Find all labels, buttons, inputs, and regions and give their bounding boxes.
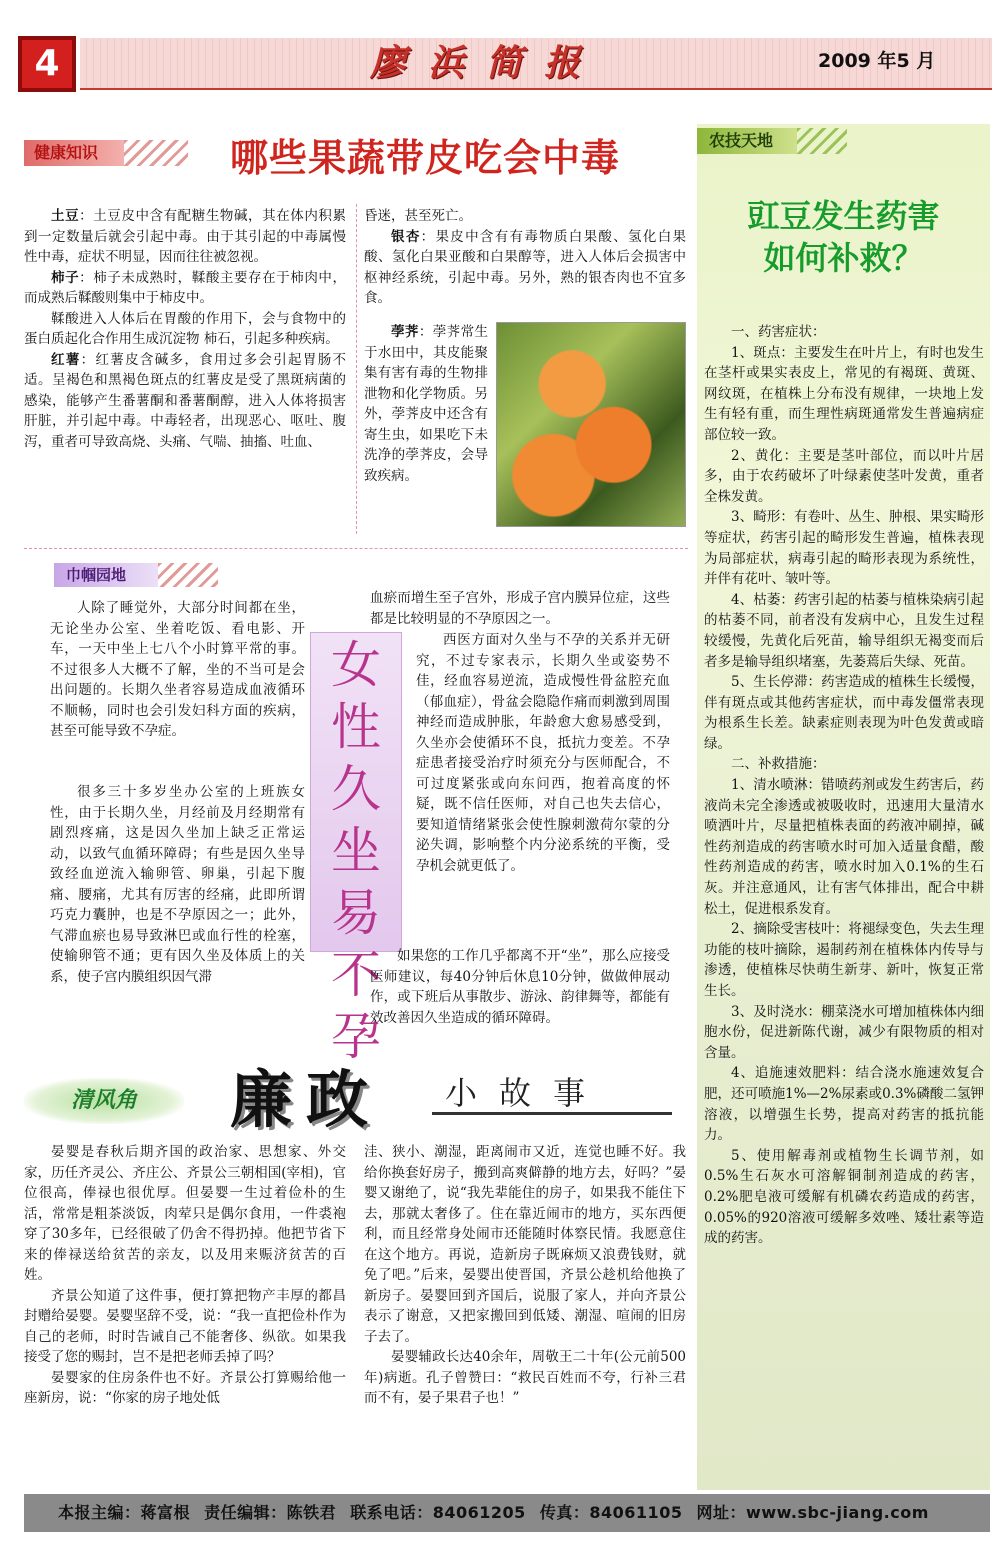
persimmon-text: ：柿子未成熟时，鞣酸主要存在于柿肉中，而成熟后鞣酸则集中于柿皮中。 bbox=[24, 269, 347, 306]
footer-fax: 84061105 bbox=[589, 1503, 683, 1522]
agri-title-line-2: 如何补救？ bbox=[763, 239, 924, 277]
women-p5 bbox=[370, 946, 670, 1028]
footer-responsible: 陈铁君 bbox=[286, 1503, 337, 1522]
agri-paragraph: 2、摘除受害枝叶：将褪绿变色，失去生理功能的枝叶摘除，遏制药剂在植株体内传导与渗透，使植株尽快萌生新芽、新叶，恢复正常生长。 bbox=[704, 921, 984, 999]
agri-paragraph: 1、清水喷淋：错喷药剂或发生药害后，药液尚未完全渗透或被吸收时，迅速用大量清水喷洒叶片，尽量把植株表面的药液冲刷掉，碱性药剂造成的药害喷水时可加入适量食醋，酸性药剂造成的药害，喷水时加入0.1%的生石灰。并注意通风，让有害气体排出，配合中耕松土，促进根系发育。 bbox=[704, 777, 984, 917]
persimmon-label: 柿子 bbox=[51, 269, 80, 286]
agri-title bbox=[697, 195, 990, 279]
clean-paragraph-1: 晏婴是春秋后期齐国的政治家、思想家、外交家，历任齐灵公、齐庄公、齐景公三朝相国(宰相)，官位很高，俸禄也很优厚。但晏婴一生过着俭朴的生活，常常是粗茶淡饭，肉荤只是偶尔食用，一件裘袍穿了30多年，已经很破了仍舍不得扔掉。他把节省下来的俸禄送给贫苦的亲友，以及用来赈济贫苦的百姓。 bbox=[24, 1144, 346, 1283]
subtitle-underline bbox=[432, 1112, 672, 1115]
clean-column-2 bbox=[364, 1142, 686, 1409]
footer-fax-label: 传真： bbox=[539, 1503, 590, 1522]
clean-corner-tag: 清风角 bbox=[24, 1078, 184, 1124]
agri-paragraph: 4、枯萎：药害引起的枯萎与植株染病引起的枯萎不同，前者没有发病中心，且发生过程较缓慢，先黄化后死苗，输导组织无褐变而后者多是输导组织堵塞，先萎蔫后失绿、死苗。 bbox=[704, 591, 984, 670]
agri-paragraph: 4、追施速效肥料：结合浇水施速效复合肥，还可喷施1%—2%尿素或0.3%磷酸二氢钾溶液，以增强生长势，提高对药害的抵抗能力。 bbox=[704, 1065, 984, 1144]
column-divider bbox=[356, 204, 357, 534]
clean-corner-title: 廉政 bbox=[230, 1063, 383, 1136]
masthead-logo: 廖浜简报 bbox=[370, 42, 603, 84]
ginkgo-label: 银杏 bbox=[391, 228, 421, 245]
footer-responsible-label: 责任编辑： bbox=[204, 1503, 287, 1522]
section-tag-women: 巾帼园地 bbox=[54, 563, 158, 587]
women-p3 bbox=[370, 588, 670, 629]
women-paragraph-3: 血瘀而增生至子宫外，形成子宫内膜异位症，这些都是比较明显的不孕原因之一。 bbox=[370, 590, 670, 627]
agri-paragraph: 1、斑点：主要发生在叶片上，有时也发生在茎杆或果实表皮上，常见的有褐斑、黄斑、网纹斑，在植株上分布没有规律，一块地上发生有轻有重，而生理性病斑通常发生普遍病症部位较一致。 bbox=[704, 344, 984, 443]
agri-paragraph: 3、及时浇水：棚菜浇水可增加植株体内细胞水份，促进新陈代谢，减少有限物质的相对含量。 bbox=[704, 1003, 984, 1061]
footer-web[interactable]: www.sbc-jiang.com bbox=[746, 1503, 929, 1522]
clean-paragraph-2: 齐景公知道了这件事，便打算把物产丰厚的都昌封赠给晏婴。晏婴坚辞不受，说：“我一直把俭朴作为自己的老师，时时告诫自己不能奢侈、纵欲。如果我接受了您的赐封，岂不是把老师丢掉了吗？ bbox=[24, 1287, 346, 1365]
tag-stripes bbox=[124, 140, 188, 166]
agri-title-line-1: 豇豆发生药害 bbox=[747, 197, 940, 235]
tag-stripes bbox=[158, 563, 218, 587]
agri-paragraph: 二、补救措施： bbox=[731, 756, 826, 773]
section-divider bbox=[24, 548, 688, 549]
section-tag-agri: 农技天地 bbox=[697, 128, 797, 154]
footer-editor: 蒋富根 bbox=[140, 1503, 191, 1522]
clean-paragraph-4: 洼、狭小、潮湿，距离闹市又近，连觉也睡不好。我给你换套好房子，搬到高爽僻静的地方去，好吗？”晏婴又谢绝了，说“我先辈能住的房子，如果我不能住下去，那就太奢侈了。住在靠近闹市的地方，买东西便利，而且经常身处闹市还能随时体察民情。我愿意住在这个地方。再说，造新房子既麻烦又浪费钱财，就免了吧。”后来，晏婴出使晋国，齐景公趁机给他换了新房子。晏婴回到齐国后，说服了家人，并向齐景公表示了谢意，又把家搬回到低矮、潮湿、喧闹的旧房子去了。 bbox=[364, 1144, 686, 1345]
waterchestnut-text: ：荸荠常生于水田中，其皮能聚集有害有毒的生物排泄物和化学物质。另外，荸荠皮中还含有寄生虫，如果吃下未洗净的荸荠皮，会导致疾病。 bbox=[364, 324, 489, 484]
footer-editor-label: 本报主编： bbox=[58, 1503, 141, 1522]
potato-label: 土豆 bbox=[51, 208, 80, 224]
women-p4 bbox=[416, 630, 670, 876]
health-column-1 bbox=[24, 206, 346, 452]
clean-paragraph-5: 晏婴辅政长达40余年，周敬王二十年(公元前500年)病逝。孔子曾赞曰：“救民百姓而不夸，行补三君而不有，晏子果君子也！” bbox=[364, 1349, 686, 1406]
footer-phone-label: 联系电话： bbox=[350, 1503, 433, 1522]
clean-paragraph-3: 晏婴家的住房条件也不好。齐景公打算赐给他一座新房，说：“你家的房子地处低 bbox=[24, 1369, 346, 1406]
women-paragraph-1: 人除了睡觉外，大部分时间都在坐，无论坐办公室、坐着吃饭、看电影、开车，一天中坐上七八个小时算平常的事。不过很多人大概不了解，坐的不当可是会出问题的。长期久坐者容易造成血液循环不顺畅，同时也会引发妇科方面的疾病，甚至可能导致不孕症。 bbox=[50, 600, 305, 739]
agri-paragraph: 5、使用解毒剂或植物生长调节剂，如0.5%生石灰水可溶解铜制剂造成的药害，0.2%肥皂液可缓解有机磷农药造成的药害，0.05%的920溶液可缓解多效唑、矮壮素等造成的药害。 bbox=[704, 1147, 984, 1247]
sweetpotato-label: 红薯 bbox=[51, 351, 81, 368]
potato-text: ：土豆皮中含有配糖生物碱，其在体内积累到一定数量后就会引起中毒。由于其引起的中毒属慢性中毒，症状不明显，因而往往被忽视。 bbox=[24, 208, 347, 265]
tag-stripes bbox=[797, 128, 847, 154]
agri-paragraph: 3、畸形：有卷叶、丛生、肿根、果实畸形等症状，药害引起的畸形发生普遍，植株表现为局部症状，病毒引起的畸形表现为系统性，并伴有花叶、皱叶等。 bbox=[704, 509, 984, 588]
clean-corner-subtitle: 小故事 bbox=[445, 1074, 608, 1112]
sweetpotato-text: ：红薯皮含碱多，食用过多会引起胃肠不适。呈褐色和黑褐色斑点的红薯皮是受了黑斑病菌的感染，能够产生番薯酮和番薯酮醇，进入人体将损害肝脏，并引起中毒。中毒轻者，出现恶心、呕吐、腹泻，重者可导致高烧、头痛、气喘、抽搐、吐血、 bbox=[24, 351, 347, 450]
health-article-title: 哪些果蔬带皮吃会中毒 bbox=[230, 136, 621, 180]
footer-web-label: 网址： bbox=[696, 1503, 747, 1522]
agri-body bbox=[704, 322, 984, 1249]
agri-paragraph: 5、生长停滞：药害造成的植株生长缓慢，伴有斑点或其他药害症状，而中毒发僵常表现为根系生长差。缺素症则表现为叶色发黄或暗绿。 bbox=[704, 674, 984, 752]
persimmon-text-2: 鞣酸进入人体后在胃酸的作用下，会与食物中的蛋白质起化合作用生成沉淀物 柿石，引起多种疾病。 bbox=[24, 310, 346, 347]
footer-bar bbox=[24, 1494, 990, 1532]
column-2-continuation: 昏迷，甚至死亡。 bbox=[364, 208, 472, 224]
women-title: 女性久坐易不孕 bbox=[331, 636, 381, 1066]
agri-paragraph: 2、黄化：主要是茎叶部位，而以叶片居多，由于农药破坏了叶绿素使茎叶发黄，重者全株发黄。 bbox=[704, 447, 984, 505]
page-number: 4 bbox=[22, 40, 72, 88]
women-paragraph-4: 西医方面对久坐与不孕的关系并无研究，不过专家表示，长期久坐或姿势不佳，经血容易逆流，造成慢性骨盆腔充血（郁血症），骨盆会隐隐作痛而刺激到周围神经而造成肿胀，年龄愈大愈易感受到，久坐亦会使循环不良，抵抗力变差。不孕症患者接受治疗时须充分与医师配合，不可过度紧张或向东问西，抱着高度的怀疑，既不信任医师，对自己也失去信心，要知道情绪紧张会使性腺刺激荷尔蒙的分泌失调，影响整个内分泌系统的平衡，受孕机会就更低了。 bbox=[416, 632, 670, 874]
women-p1 bbox=[50, 598, 305, 742]
women-paragraph-2: 很多三十多岁坐办公室的上班族女性，由于长期久坐，月经前及月经期常有剧烈疼痛，这是因久坐加上缺乏正常运动，以致气血循环障碍；有些是因久坐导致经血逆流入输卵管、卵巢，引起下腹痛、腰痛，尤其有厉害的经痛，此即所谓巧克力囊肿，也是不孕原因之一；此外，气滞血瘀也易导致淋巴或血行性的栓塞，使输卵管不通；更有因久坐及体质上的关系，使子宫内膜组织因气滞 bbox=[50, 784, 305, 985]
ginkgo-text: ：果皮中含有有毒物质白果酸、氢化白果酸、氢化白果亚酸和白果醇等，进入人体后会损害中枢神经系统，引起中毒。另外，熟的银杏肉也不宜多食。 bbox=[364, 228, 687, 306]
women-paragraph-5: 如果您的工作几乎都离不开“坐”，那么应接受医师建议，每40分钟后休息10分钟，做做伸展动作，或下班后从事散步、游泳、韵律舞等，都能有效改善因久坐造成的循环障碍。 bbox=[370, 948, 670, 1026]
agri-paragraph: 一、药害症状： bbox=[731, 324, 826, 340]
waterchestnut-paragraph bbox=[364, 322, 488, 486]
clean-column-1 bbox=[24, 1142, 346, 1409]
persimmon-photo bbox=[496, 322, 686, 527]
section-tag-health: 健康知识 bbox=[24, 140, 124, 166]
health-column-2 bbox=[364, 206, 686, 309]
waterchestnut-label: 荸荠 bbox=[391, 324, 419, 340]
footer-phone: 84061205 bbox=[432, 1503, 526, 1522]
women-p2 bbox=[50, 782, 305, 987]
issue-date: 2009 年5 月 bbox=[818, 50, 936, 72]
